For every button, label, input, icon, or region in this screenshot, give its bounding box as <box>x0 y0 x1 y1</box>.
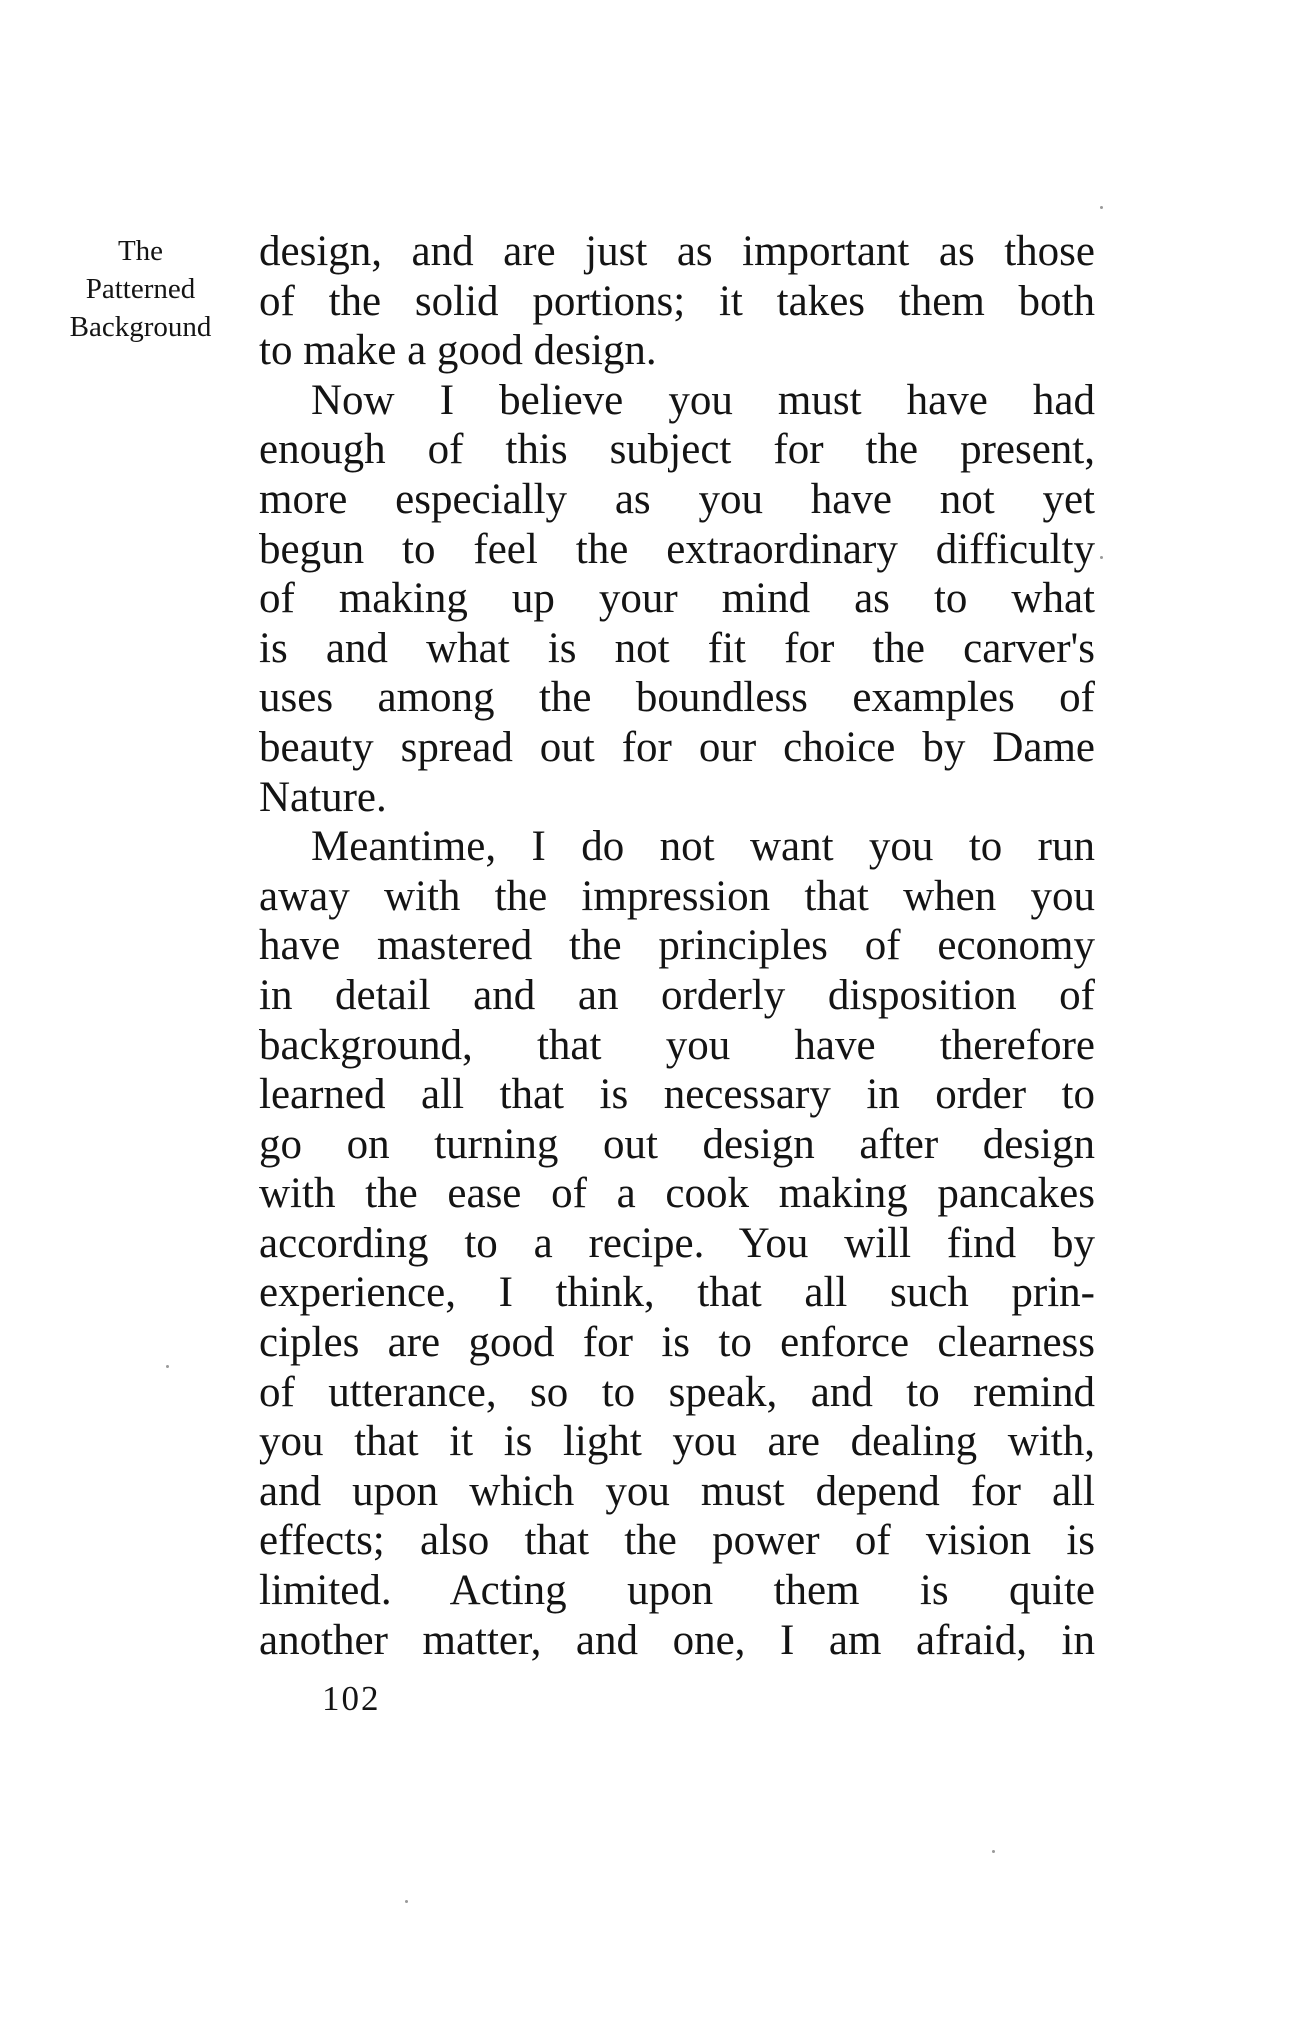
side-heading-line: Patterned <box>85 273 196 305</box>
page-number: 102 <box>322 1679 381 1718</box>
text-line: Now I believe you must have had <box>311 376 1095 424</box>
scan-speck <box>1100 206 1103 209</box>
text-line: according to a recipe. You will find by <box>259 1219 1095 1267</box>
text-line: have mastered the principles of economy <box>259 922 1095 970</box>
text-line: to make a good design. <box>259 327 657 375</box>
text-line: effects; also that the power of vision is <box>259 1517 1095 1565</box>
text-line: more especially as you have not yet <box>259 475 1095 523</box>
text-line: away with the impression that when you <box>259 872 1095 920</box>
text-line: ciples are good for is to enforce clearness <box>259 1319 1095 1367</box>
text-line: design, and are just as important as those <box>259 228 1095 275</box>
scan-speck <box>405 1900 408 1903</box>
scan-speck <box>992 1850 995 1853</box>
side-heading-line: Background <box>69 311 212 343</box>
text-line: learned all that is necessary in order to <box>259 1071 1095 1119</box>
text-line: enough of this subject for the present, <box>259 426 1095 474</box>
text-line: is and what is not fit for the carver's <box>259 624 1095 672</box>
text-line: limited. Acting upon them is quite <box>259 1567 1095 1615</box>
text-line: you that it is light you are dealing with, <box>259 1418 1095 1466</box>
text-line: in detail and an orderly disposition of <box>259 971 1095 1019</box>
scan-speck <box>166 1365 169 1368</box>
text-line: go on turning out design after design <box>259 1120 1095 1168</box>
text-line: Nature. <box>259 773 387 821</box>
text-line: with the ease of a cook making pancakes <box>259 1170 1095 1218</box>
side-heading-line: The <box>117 235 164 267</box>
text-line: of making up your mind as to what <box>259 575 1095 623</box>
text-line: another matter, and one, I am afraid, in <box>259 1616 1095 1664</box>
text-line: of the solid portions; it takes them both <box>259 277 1095 325</box>
text-line: of utterance, so to speak, and to remind <box>259 1368 1095 1416</box>
text-line: Meantime, I do not want you to run <box>311 823 1095 871</box>
text-line: and upon which you must depend for all <box>259 1467 1095 1515</box>
body-text <box>259 227 1095 1665</box>
text-line: experience, I think, that all such prin- <box>259 1269 1095 1317</box>
scan-speck <box>1100 556 1103 559</box>
text-line: background, that you have therefore <box>259 1021 1095 1069</box>
text-line: beauty spread out for our choice by Dame <box>259 723 1095 771</box>
text-line: uses among the boundless examples of <box>259 674 1095 722</box>
text-line: begun to feel the extraordinary difficulty <box>259 525 1095 573</box>
side-heading <box>38 232 243 346</box>
